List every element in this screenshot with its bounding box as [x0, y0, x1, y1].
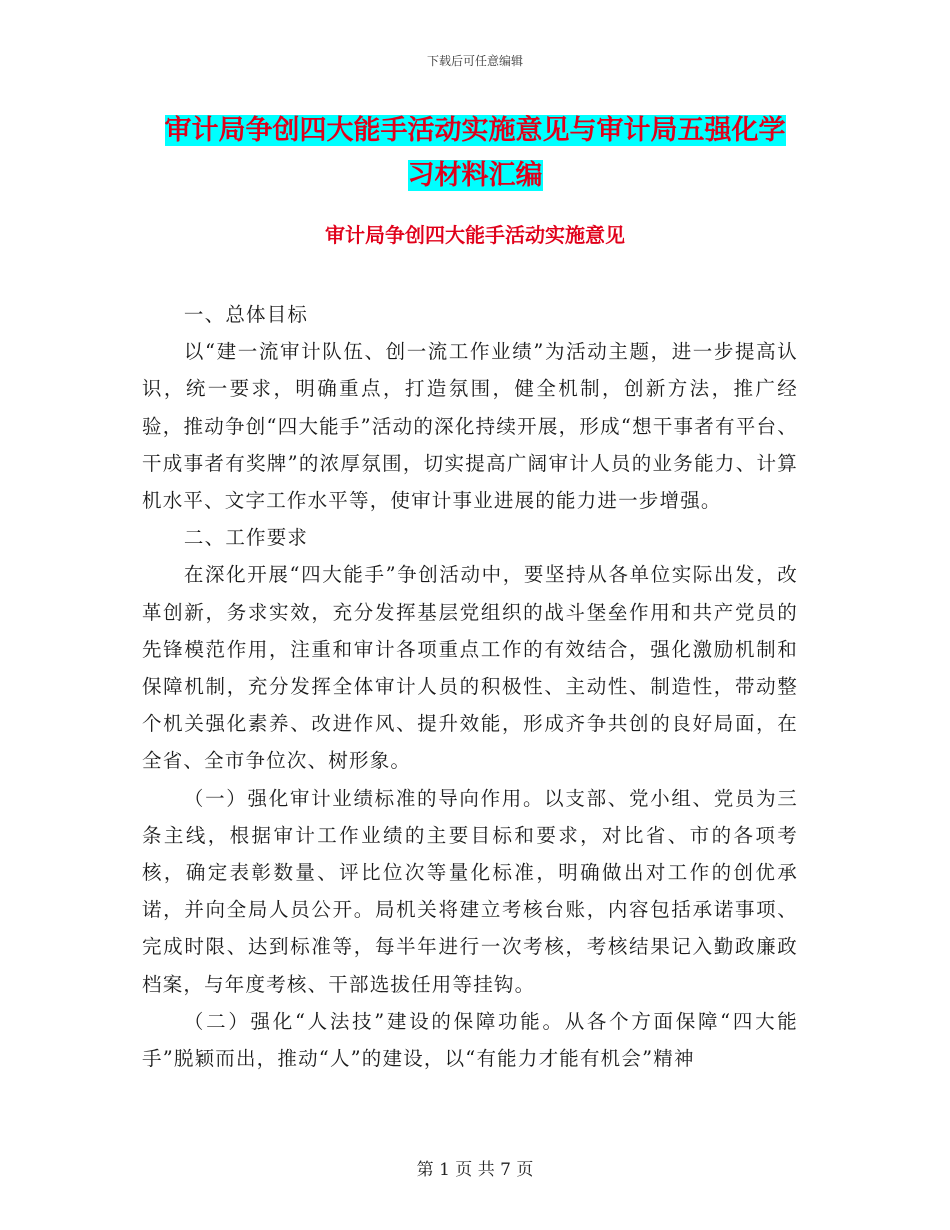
- title-line-2: 习材料汇编: [407, 160, 543, 191]
- paragraph-item-1: （一）强化审计业绩标准的导向作用。以支部、党小组、党员为三条主线，根据审计工作业绩的主要目标和要求，对比省、市的各项考核，确定表彰数量、评比位次等量化标准，明确做出对工作的创优承诺，并向全局人员公开。局机关将建立考核台账，内容包括承诺事项、完成时限、达到标准等，每半年进行一次考核，考核结果记入勤政廉政档案，与年度考核、干部选拔任用等挂钩。: [142, 786, 798, 996]
- heading-overall-goal: 一、总体目标: [183, 303, 309, 326]
- paragraph-overall-goal: 以“建一流审计队伍、创一流工作业绩”为活动主题，进一步提高认识，统一要求，明确重点，打造氛围，健全机制，创新方法，推广经验，推动争创“四大能手”活动的深化持续开展，形成“想干事者有平台、干成事者有奖牌”的浓厚氛围，切实提高广阔审计人员的业务能力、计算机水平、文字工作水平等，使审计事业进展的能力进一步增强。: [142, 340, 798, 513]
- heading-work-requirements: 二、工作要求: [183, 526, 309, 550]
- paragraph-work-requirements: 在深化开展“四大能手”争创活动中，要坚持从各单位实际出发，改革创新，务求实效，充分发挥基层党组织的战斗堡垒作用和共产党员的先锋模范作用，注重和审计各项重点工作的有效结合，强化激励机制和保障机制，充分发挥全体审计人员的积极性、主动性、制造性，带动整个机关强化素养、改进作风、提升效能，形成齐争共创的良好局面，在全省、全市争位次、树形象。: [142, 563, 798, 773]
- header-note: 下载后可任意编辑: [426, 54, 523, 68]
- page-footer: 第 1 页 共 7 页: [416, 1160, 534, 1180]
- document-title: [140, 108, 810, 198]
- paragraph-item-2: （二）强化“人法技”建设的保障功能。从各个方面保障“四大能手”脱颖而出，推动“人”的建设，以“有能力才能有机会”精神: [142, 1009, 798, 1071]
- section-title: 审计局争创四大能手活动实施意见: [325, 223, 625, 247]
- title-line-1: 审计局争创四大能手活动实施意见与审计局五强化学: [164, 115, 786, 146]
- document-body: [142, 296, 798, 1077]
